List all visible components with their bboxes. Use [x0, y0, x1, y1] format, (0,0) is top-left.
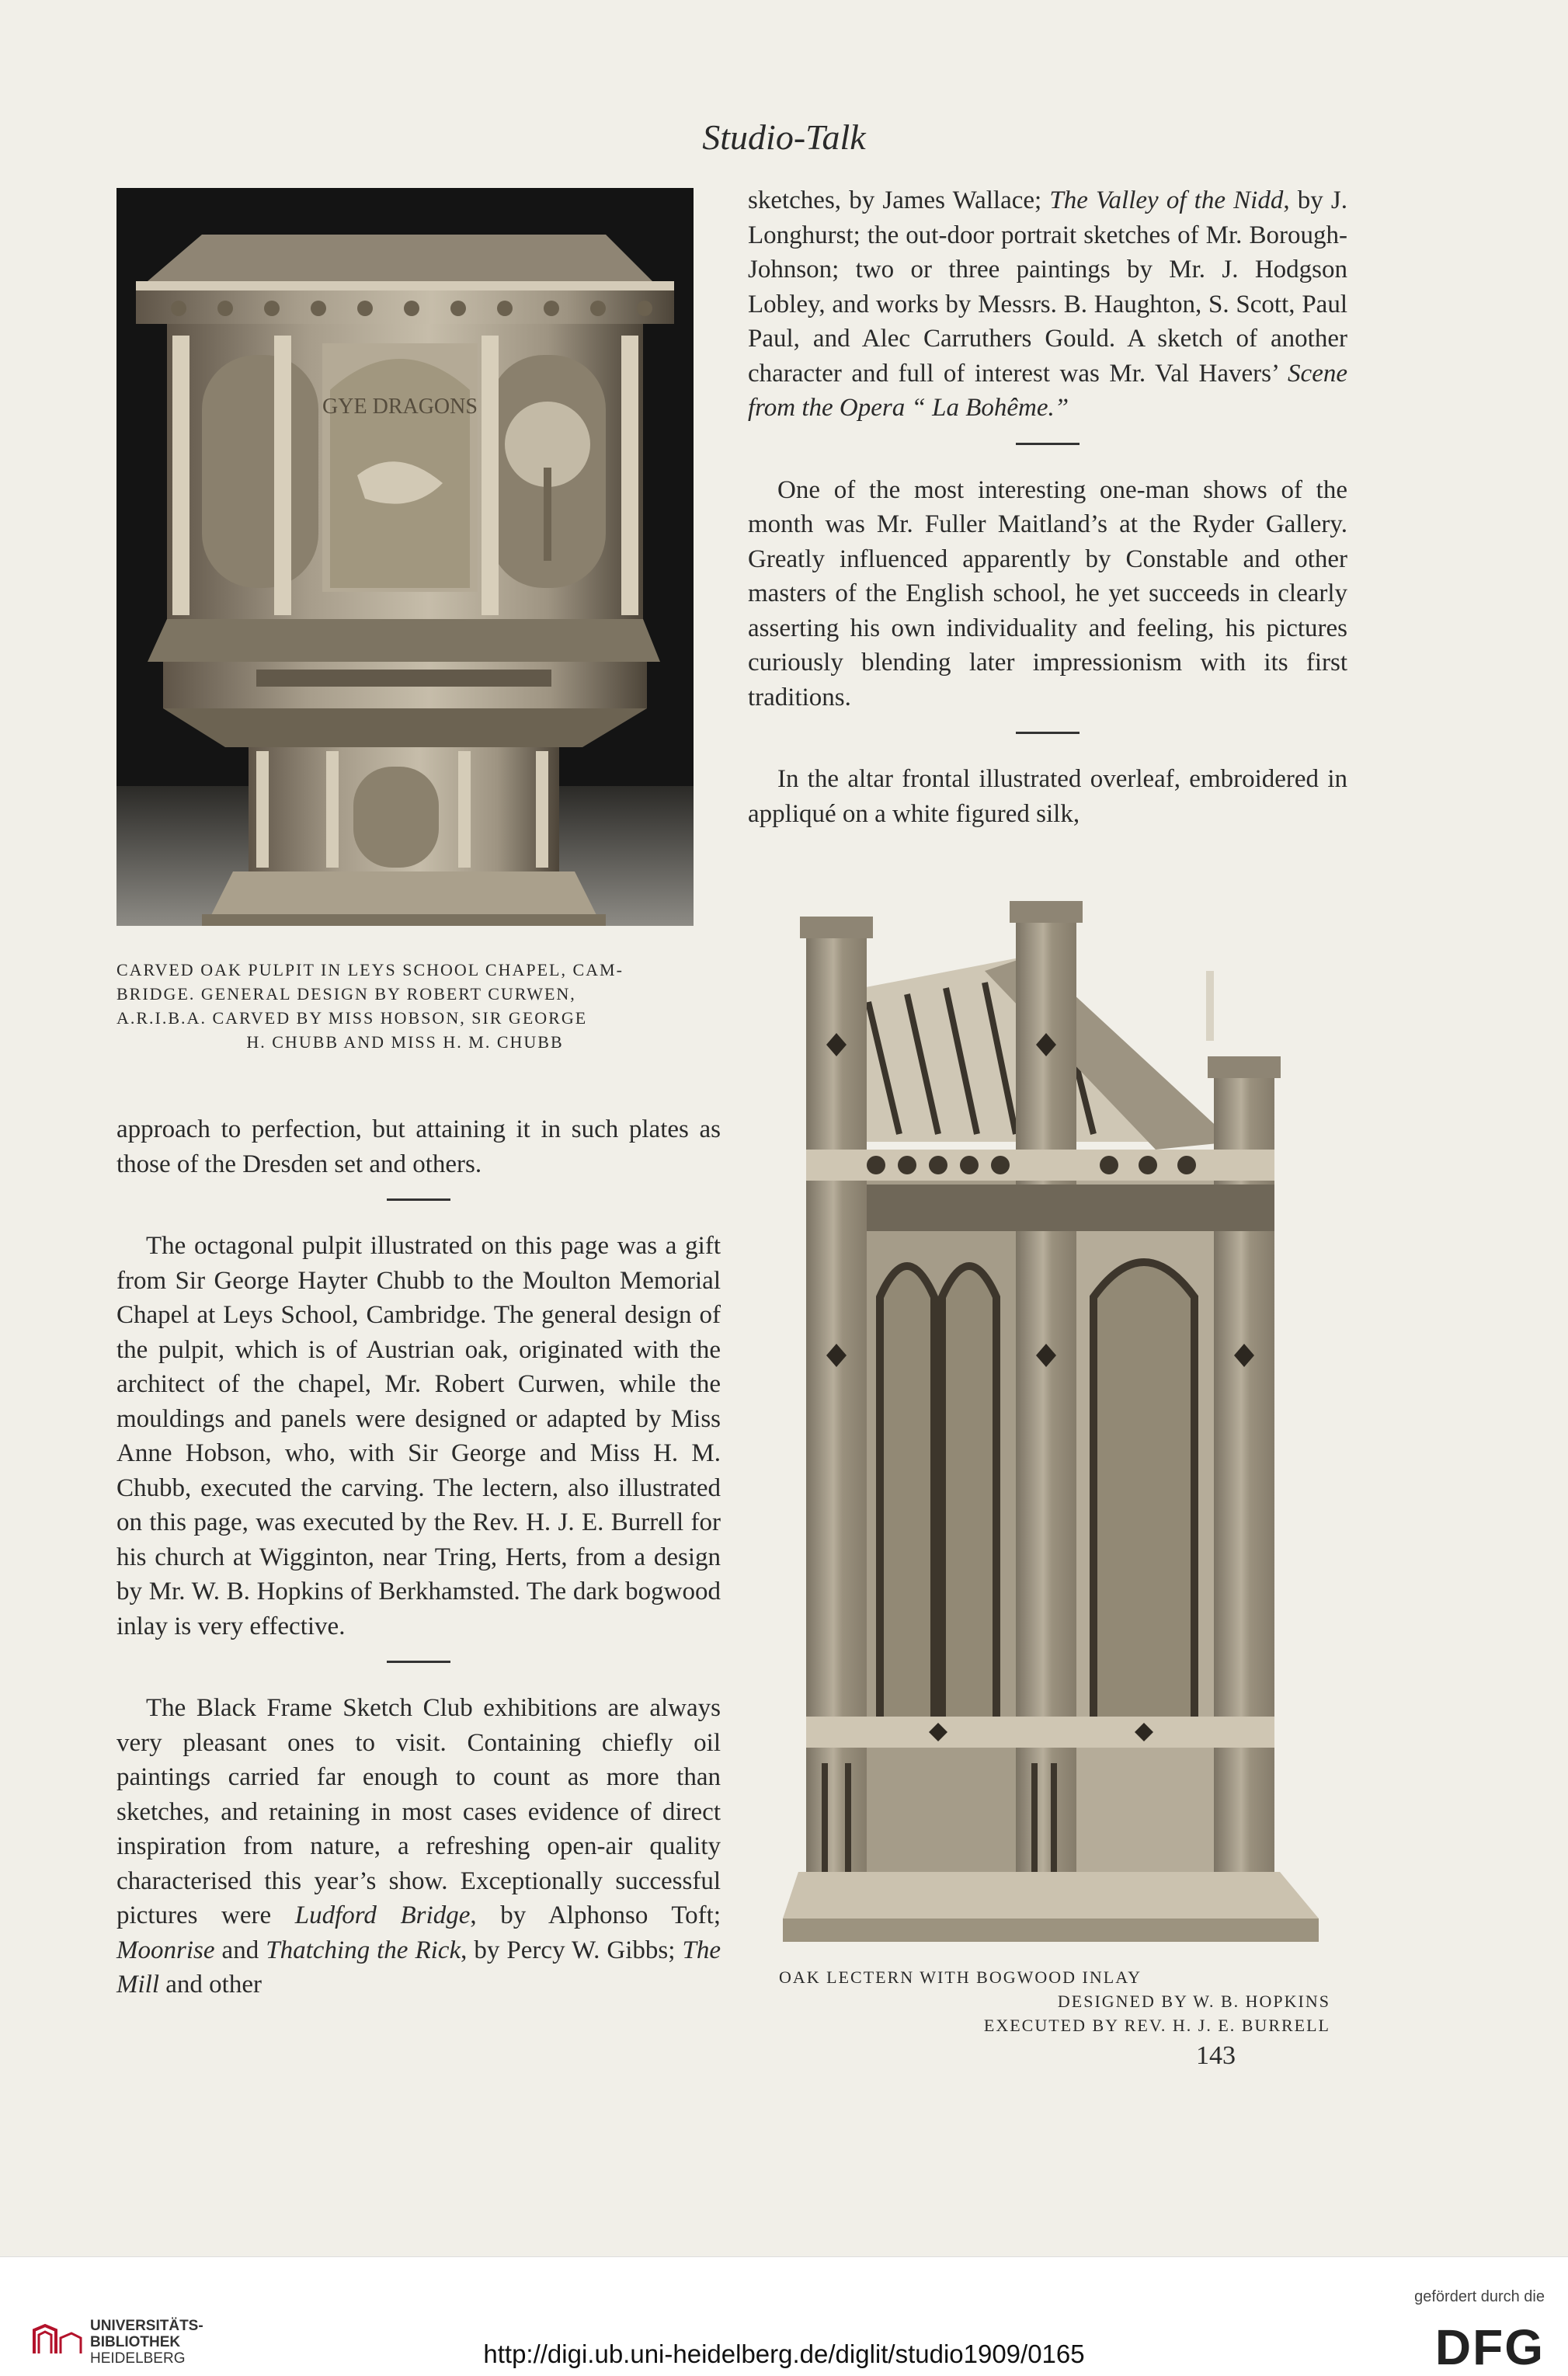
- paragraph-pulpit-description: The octagonal pulpit illustrated on this page was a gift from Sir George Hayter Chubb to the Moulton Memorial Chapel at Leys School, Cambridge. The general design of the pulpit, which is of Austrian oak, originated with the architect of the chapel, Mr. Robert Curwen, while the mouldings and panels were designed or adapted by Miss Anne Hobson, who, with Sir George and Miss H. M. Chubb, executed the carving. The lectern, also illustrated on this page, was executed by the Rev. H. J. E. Burrell for his church at Wigginton, near Tring, Herts, from a design by Mr. W. B. Hopkins of Berkhamsted. The dark bogwood inlay is very effective.: [116, 1232, 721, 1640]
- artwork-title: Ludford Bridge: [294, 1901, 471, 1929]
- library-name-line: BIBLIOTHEK: [90, 2334, 181, 2350]
- lectern-caption-line: DESIGNED BY W. B. HOPKINS: [1057, 1992, 1330, 2011]
- pulpit-caption-line: BRIDGE. GENERAL DESIGN BY ROBERT CURWEN,: [116, 984, 576, 1004]
- text-run: and other: [159, 1971, 262, 1999]
- text-run: The Black Frame Sketch Club exhibitions are always very pleasant ones to visit. Containing chiefly oil paintings carried far enough to count as more than sketches, and retaining in most cases evidence of direct inspiration from nature, a refreshing open-air quality characterised this year’s show. Exceptionally successful pictures were: [116, 1694, 721, 1929]
- pulpit-inscription: GYE DRAGONS: [322, 395, 478, 419]
- text-run: , by Percy W. Gibbs;: [461, 1936, 683, 1964]
- artwork-title: The Mill: [116, 1936, 721, 1999]
- pulpit-caption-line: A.R.I.B.A. CARVED BY MISS HOBSON, SIR GEORGE: [116, 1008, 588, 1028]
- lectern-caption: [779, 1965, 1330, 2037]
- running-head: Studio-Talk: [702, 117, 866, 157]
- funded-by-label: gefördert durch die: [1414, 2288, 1545, 2305]
- right-column-text: [748, 183, 1347, 831]
- paragraph-altar-frontal: In the altar frontal illustrated overleaf, embroidered in appliqué on a white figured silk,: [748, 765, 1347, 828]
- pulpit-illustration: [116, 188, 694, 926]
- library-name-line: HEIDELBERG: [90, 2350, 186, 2367]
- pulpit-photograph: [116, 188, 694, 926]
- lectern-illustration: [783, 893, 1326, 1961]
- permalink-url[interactable]: http://digi.ub.uni-heidelberg.de/diglit/studio1909/0165: [483, 2339, 1085, 2368]
- artwork-title: Thatching the Rick: [266, 1936, 461, 1964]
- library-name-line: UNIVERSITÄTS-: [90, 2318, 203, 2334]
- paragraph-dresden-plates: approach to perfection, but attaining it in such plates as those of the Dresden set and others.: [116, 1115, 721, 1178]
- lectern-photograph: [783, 893, 1326, 1961]
- section-divider: [387, 1661, 450, 1663]
- pulpit-caption-line: H. CHUBB AND MISS H. M. CHUBB: [246, 1032, 564, 1052]
- text-run: , by Alphonso Toft;: [470, 1901, 721, 1929]
- text-run: sketches, by James Wallace;: [748, 186, 1050, 214]
- section-divider: [1016, 443, 1080, 445]
- pulpit-caption-line: CARVED OAK PULPIT IN LEYS SCHOOL CHAPEL, CAM-: [116, 960, 624, 979]
- text-run: , by J. Longhurst; the out-door portrait sketches of Mr. Borough-Johnson; two or three paintings by Mr. J. Hodgson Lobley, and works by Messrs. B. Haughton, S. Scott, Paul Paul, and Alec Carruthers Gould. A sketch of another character and full of interest was Mr. Val Havers’: [748, 186, 1348, 388]
- dfg-logo: DFG: [1434, 2319, 1545, 2375]
- page-number: 143: [1196, 2041, 1236, 2070]
- artwork-title: Moonrise: [116, 1936, 215, 1964]
- left-column-text: [116, 1112, 721, 2002]
- artwork-title: The Valley of the Nidd: [1049, 186, 1284, 214]
- lectern-caption-line: EXECUTED BY REV. H. J. E. BURRELL: [983, 2016, 1330, 2035]
- paragraph-black-frame-club: [116, 1691, 721, 2002]
- text-run: and: [214, 1936, 266, 1964]
- section-divider: [1016, 732, 1080, 734]
- paragraph-fuller-maitland: One of the most interesting one-man shows of the month was Mr. Fuller Maitland’s at the Ryder Gallery. Greatly influenced apparently by Constable and other masters of the English school, he yet succeeds in clearly asserting his own individuality and feeling, his pictures curiously blending later impressionism with its first traditions.: [748, 475, 1347, 711]
- lectern-caption-line: OAK LECTERN WITH BOGWOOD INLAY: [779, 1967, 1142, 1987]
- paragraph-exhibition-continued: [748, 183, 1347, 426]
- pulpit-caption: [116, 958, 694, 1054]
- artwork-title: Scene from the Opera “ La Bohême.”: [748, 359, 1347, 422]
- section-divider: [387, 1198, 450, 1201]
